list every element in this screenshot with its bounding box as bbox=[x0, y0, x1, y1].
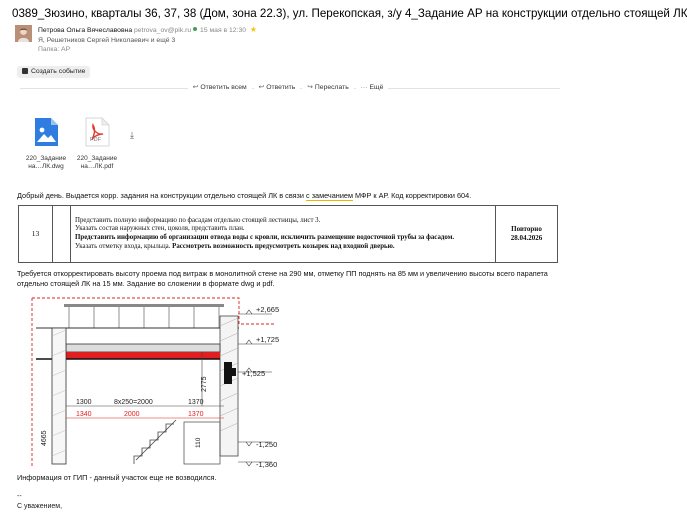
elevation-label: +1,525 bbox=[242, 369, 266, 378]
attachment-pdf-name: 220_Задание на…ЛК.pdf bbox=[76, 155, 118, 170]
image-file-icon bbox=[33, 117, 59, 147]
attachment-dwg-name: 220_Задание на…ЛК.dwg bbox=[25, 155, 67, 170]
create-event-label: Создать событие bbox=[31, 68, 86, 75]
sender-meta bbox=[38, 25, 257, 55]
reply-button[interactable] bbox=[254, 82, 301, 94]
more-label: Ещё bbox=[369, 84, 384, 91]
forward-label: Переслать bbox=[314, 84, 349, 91]
elevation-label: +2,665 bbox=[256, 305, 280, 314]
dim-label-red: 2000 bbox=[124, 411, 140, 418]
folder-label: Папка: bbox=[38, 46, 60, 53]
body-greeting bbox=[17, 191, 567, 201]
sender-avatar[interactable] bbox=[15, 25, 32, 42]
remark-line-1: Представить полную информацию по фасадам отдельно стоящей лестницы, лист 3. bbox=[75, 216, 321, 224]
signature-dash: -- bbox=[17, 493, 22, 500]
download-icon[interactable]: ⤓ bbox=[130, 130, 134, 140]
forward-icon: ↪ bbox=[307, 84, 313, 91]
more-icon: ··· bbox=[360, 84, 368, 91]
dim-label: 1370 bbox=[188, 399, 204, 406]
remark-line-4-bold: Рассмотреть возможность предусмотреть козырек над входной дверью. bbox=[172, 242, 395, 250]
architectural-drawing[interactable] bbox=[24, 296, 296, 468]
signature-text: С уважением, bbox=[17, 503, 63, 510]
elevation-label: +1,725 bbox=[256, 335, 280, 344]
attachment-dwg[interactable] bbox=[23, 117, 69, 171]
attachment-pdf[interactable] bbox=[74, 117, 120, 171]
row-number: 13 bbox=[19, 206, 53, 263]
dim-label: 8х250=2000 bbox=[114, 399, 153, 406]
greeting-text-end: МФР к АР. Код корректировки 604. bbox=[352, 191, 472, 200]
dim-label-red: 1340 bbox=[76, 411, 92, 418]
correction-table bbox=[18, 205, 558, 263]
dim-side-label: 4665 bbox=[41, 430, 48, 446]
greeting-text: Добрый день. Выдается корр. задания на конструкции отдельно стоящей ЛК в связи bbox=[17, 191, 307, 200]
recipients-prefix: Я, bbox=[38, 36, 45, 44]
reply-all-icon: ↩︎ bbox=[192, 84, 199, 91]
date-status: Повторно bbox=[511, 225, 542, 233]
sender-email[interactable]: petrova_ov@pik.ru bbox=[134, 27, 192, 34]
dim-label: 1300 bbox=[76, 399, 92, 406]
reply-icon: ↩ bbox=[258, 84, 265, 91]
email-subject: 0389_Зюзино, кварталы 36, 37, 38 (Дом, зона 22.3), ул. Перекопская, з/у 4_Задание АР на конструкции отдельно стоящей ЛК bbox=[12, 7, 687, 20]
date-cell bbox=[496, 206, 558, 263]
recipients-list[interactable]: Решетников Сергей Николаевич и ещё 3 bbox=[46, 36, 176, 44]
star-icon[interactable]: ★ bbox=[249, 25, 258, 34]
gip-info: Информация от ГИП - данный участок еще не возводился. bbox=[17, 473, 217, 482]
pdf-file-icon bbox=[84, 117, 110, 147]
remark-line-4: Указать отметку входа, крыльца. bbox=[75, 242, 173, 250]
pdf-badge: PDF bbox=[90, 137, 101, 143]
empty-cell bbox=[53, 206, 71, 263]
reply-all-label: Ответить всем bbox=[200, 84, 247, 91]
verified-dot-icon bbox=[193, 27, 197, 31]
dim-label-red: 1370 bbox=[188, 411, 204, 418]
body-paragraph-2: Требуется откорректировать высоту проема под витраж в монолитной стене на 290 мм, отметку ПП поднять на 85 мм и увеличению высоты всего парапета отдельно стоящей ЛК на 15 мм. Задание во сложении в формате dwg и pdf. bbox=[17, 269, 548, 288]
sender-name[interactable]: Петрова Ольга Вячеславовна bbox=[38, 27, 133, 34]
dim-bottom-label: 110 bbox=[195, 437, 202, 448]
more-button[interactable] bbox=[356, 82, 389, 94]
remark-line-3: Представить информацию об организации отвода воды с кровли, исключить размещение водосточной трубы за фасадом. bbox=[75, 234, 455, 241]
message-actions bbox=[0, 82, 576, 94]
folder-name[interactable]: АР bbox=[61, 46, 71, 53]
reply-label: Ответить bbox=[266, 84, 296, 91]
forward-button[interactable] bbox=[302, 82, 354, 94]
sender-block bbox=[15, 25, 560, 59]
calendar-icon bbox=[22, 68, 28, 74]
date-value: 28.04.2026 bbox=[510, 234, 543, 242]
dim-height-label: 2775 bbox=[201, 376, 208, 392]
reply-all-button[interactable] bbox=[188, 82, 252, 94]
greeting-underlined: с замечанием bbox=[306, 191, 353, 200]
sent-time: 15 мая в 12:30 bbox=[200, 27, 247, 34]
elevation-label: -1,250 bbox=[256, 440, 278, 449]
remark-line-2: Указать состав наружных стен, цоколя, представить план. bbox=[75, 225, 245, 233]
create-event-button[interactable] bbox=[17, 66, 90, 78]
remark-cell bbox=[71, 206, 496, 263]
elevation-label: -1,360 bbox=[256, 460, 278, 469]
table-row bbox=[19, 206, 558, 263]
